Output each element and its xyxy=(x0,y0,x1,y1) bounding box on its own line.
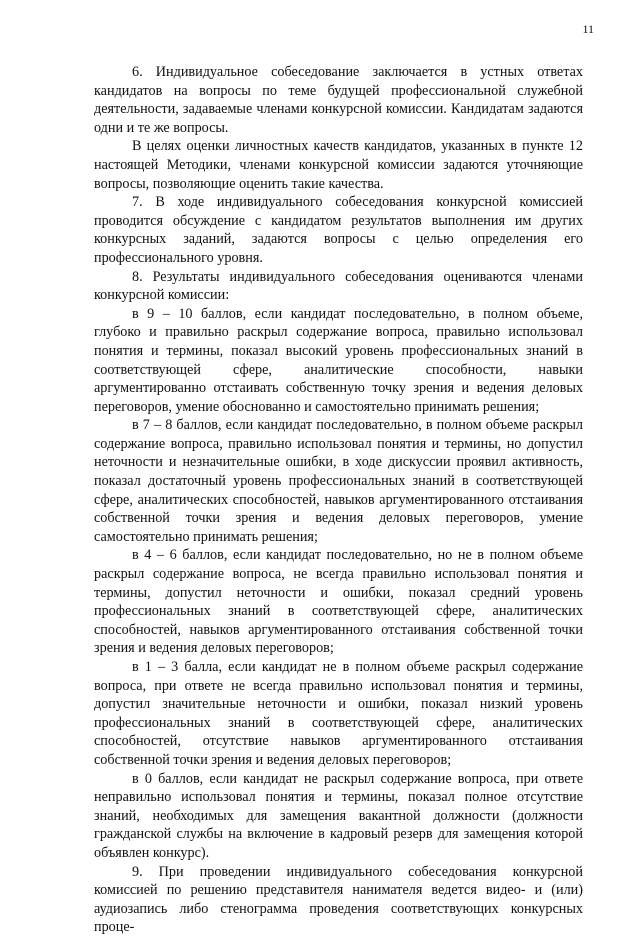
document-body xyxy=(94,63,583,937)
score-4-6-paragraph: в 4 – 6 баллов, если кандидат последовательно, но не в полном объеме раскрыл содержание вопроса, не всегда правильно использовал понятия и термины, допустил неточности и ошибки, показал средний уровень профессиональных знаний в соответствующей сфере, аналитических способностей, навыков аргументированного отстаивания собственной точки зрения и ведения деловых переговоров; xyxy=(94,547,583,657)
score-1-3-paragraph: в 1 – 3 балла, если кандидат не в полном объеме раскрыл содержание вопроса, при ответе не всегда правильно использовал понятия и термины, допустил значительные неточности и ошибки, показал низкий уровень профессиональных знаний в соответствующей сфере, аналитических способностей, отсутствие навыков аргументированного отстаивания собственной точки зрения и ведения деловых переговоров; xyxy=(94,659,583,768)
score-0-paragraph: в 0 баллов, если кандидат не раскрыл содержание вопроса, при ответе неправильно использовал понятия и термины, показал полное отсутствие знаний, необходимых для замещения вакантной должности (должности гражданской службы на включение в кадровый резерв для замещения которой объявлен конкурс). xyxy=(94,770,583,861)
score-9-10-paragraph: в 9 – 10 баллов, если кандидат последовательно, в полном объеме, глубоко и правильно раскрыл содержание вопроса, правильно использовал понятия и термины, показал высокий уровень профессиональных знаний в соответствующей сфере, аналитические способности, навыки аргументированно отстаивать собственную точку зрения и ведения деловых переговоров, умение обоснованно и самостоятельно принимать решения; xyxy=(94,305,583,415)
paragraph-personal-qualities: В целях оценки личностных качеств кандидатов, указанных в пункте 12 настоящей Методики, членами конкурсной комиссии задаются уточняющие вопросы, позволяющие оценить такие качества. xyxy=(94,138,583,192)
paragraph-item-6: 6. Индивидуальное собеседование заключается в устных ответах кандидатов на вопросы по теме будущей профессиональной служебной деятельности, задаваемые членами конкурсной комиссии. Кандидатам задаются одни и те же вопросы. xyxy=(94,64,583,136)
paragraph-item-7: 7. В ходе индивидуального собеседования конкурсной комиссией проводится обсуждение с кандидатом результатов выполнения им других конкурсных заданий, задаются вопросы с целью определения его профессионального уровня. xyxy=(94,194,583,266)
paragraph-item-8: 8. Результаты индивидуального собеседования оцениваются членами конкурсной комиссии: xyxy=(94,268,583,304)
score-7-8-paragraph: в 7 – 8 баллов, если кандидат последовательно, в полном объеме раскрыл содержание вопроса, правильно использовал понятия и термины, но допустил неточности и незначительные ошибки, в ходе дискуссии проявил активность, показал достаточный уровень профессиональных знаний в соответствующей сфере, аналитических способностей, навыков аргументированного отстаивания собственной точки зрения и ведения деловых переговоров, умение самостоятельно принимать решения; xyxy=(94,417,583,545)
paragraph-item-9: 9. При проведении индивидуального собеседования конкурсной комиссией по решению представителя нанимателя ведется видео- и (или) аудиозапись либо стенограмма проведения соответствующих конкурсных проце- xyxy=(94,863,583,936)
page-number: 11 xyxy=(582,22,594,36)
